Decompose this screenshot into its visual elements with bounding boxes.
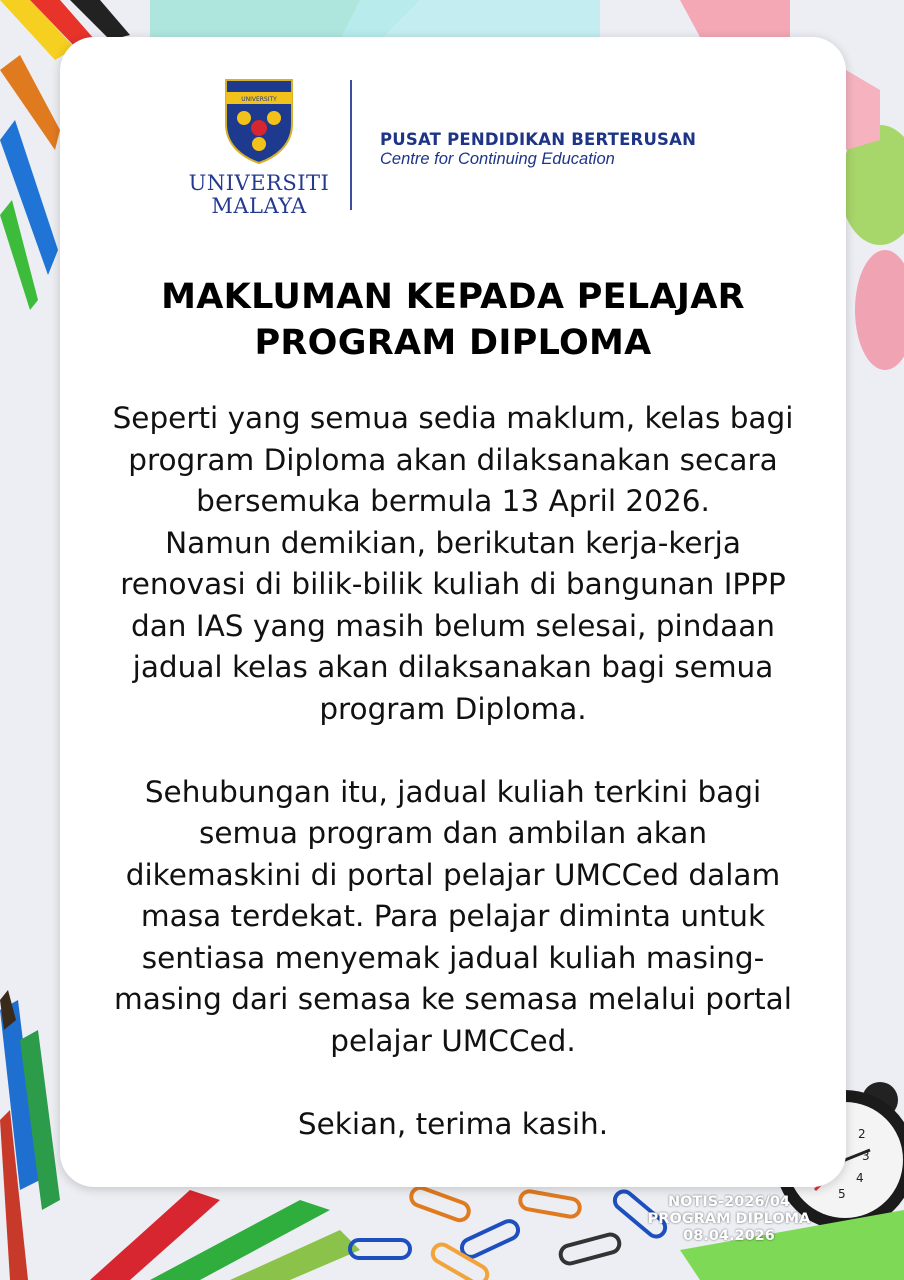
university-name xyxy=(186,172,332,218)
university-crest-icon xyxy=(224,78,294,164)
notice-headline xyxy=(60,274,846,366)
svg-text:5: 5 xyxy=(838,1187,846,1201)
body-line: masa terdekat. Para pelajar diminta untuk xyxy=(140,899,766,933)
body-line: bersemuka bermula 13 April 2026. xyxy=(196,484,710,518)
paragraph-spacer xyxy=(60,1062,846,1104)
stamp-line3: 08.04.2026 xyxy=(683,1228,775,1244)
body-line: dan IAS yang masih belum selesai, pindaan xyxy=(131,608,775,643)
crest-banner-text: UNIVERSITY xyxy=(241,96,277,103)
centre-name-block xyxy=(380,130,696,169)
closing-line: Sekian, terima kasih. xyxy=(297,1106,609,1141)
notice-reference-stamp xyxy=(632,1194,826,1245)
paragraph-spacer xyxy=(60,730,846,772)
body-line: program Diploma akan dilaksanakan secara xyxy=(128,442,778,477)
svg-text:3: 3 xyxy=(862,1149,870,1163)
logo-divider xyxy=(350,80,352,210)
body-line: semua program dan ambilan akan xyxy=(198,816,708,850)
stamp-line2: PROGRAM DIPLOMA xyxy=(647,1211,811,1227)
body-line: renovasi di bilik-bilik kuliah di bangunan IPPP xyxy=(120,567,786,601)
body-line: dikemaskini di portal pelajar UMCCed dalam xyxy=(125,857,781,892)
body-line: jadual kelas akan dilaksanakan bagi semua xyxy=(132,650,774,684)
svg-text:4: 4 xyxy=(856,1171,864,1185)
body-line: masing dari semasa ke semasa melalui portal xyxy=(114,982,792,1016)
centre-title: PUSAT PENDIDIKAN BERTERUSAN xyxy=(380,130,697,149)
body-line: program Diploma. xyxy=(319,691,587,726)
body-line: sentiasa menyemak jadual kuliah masing- xyxy=(141,940,765,975)
stamp-line1: NOTIS-2026/04 xyxy=(667,1194,791,1210)
body-line: Sehubungan itu, jadual kuliah terkini bagi xyxy=(144,774,762,809)
paper-clip-icon xyxy=(350,1185,669,1280)
headline-line2: PROGRAM DIPLOMA xyxy=(254,323,652,363)
notice-body xyxy=(60,398,846,1145)
university-name-line2: MALAYA xyxy=(211,194,307,218)
centre-subtitle: Centre for Continuing Education xyxy=(380,150,615,168)
body-line: Namun demikian, berikutan kerja-kerja xyxy=(165,525,741,560)
svg-text:2: 2 xyxy=(858,1127,866,1141)
university-logo xyxy=(186,78,332,218)
university-name-line1: UNIVERSITI xyxy=(188,171,330,195)
body-line: pelajar UMCCed. xyxy=(330,1023,576,1058)
body-line: Seperti yang semua sedia maklum, kelas bagi xyxy=(112,401,794,435)
headline-line1: MAKLUMAN KEPADA PELAJAR xyxy=(161,277,745,317)
